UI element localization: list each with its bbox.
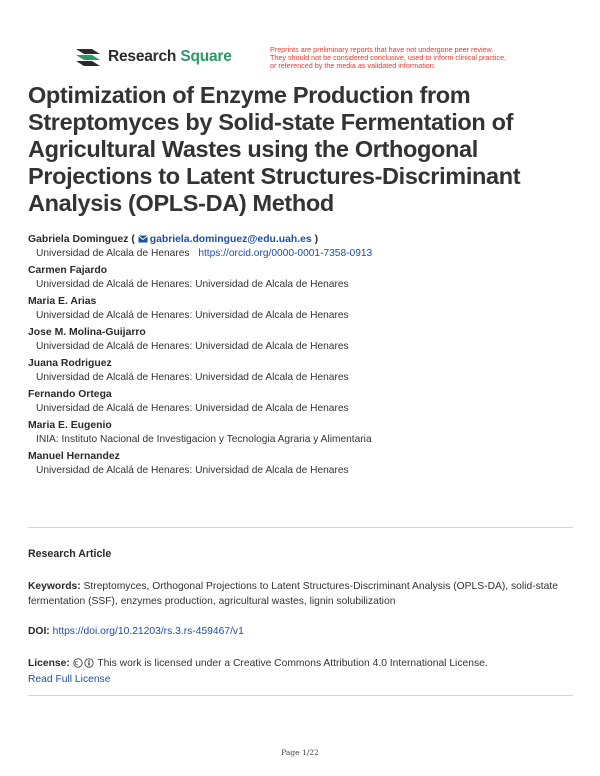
email-link[interactable]: gabriela.dominguez@edu.uah.es bbox=[149, 234, 312, 245]
orcid-link[interactable]: https://orcid.org/0000-0001-7358-0913 bbox=[198, 248, 373, 259]
read-full-license-link[interactable]: Read Full License bbox=[28, 674, 111, 685]
author-entry bbox=[28, 357, 573, 385]
author-affiliation: Universidad de Alcalá de Henares: Universidad de Alcala de Henares bbox=[36, 341, 349, 352]
notice-line: or referenced by the media as validated information. bbox=[270, 61, 436, 71]
author-entry bbox=[28, 264, 573, 292]
author-entry bbox=[28, 450, 573, 478]
doi bbox=[28, 626, 244, 637]
author-affiliation: Universidad de Alcalá de Henares: Universidad de Alcala de Henares bbox=[36, 279, 349, 290]
research-square-logo[interactable] bbox=[74, 46, 232, 68]
keywords-label: Keywords: bbox=[28, 581, 81, 592]
author-entry bbox=[28, 419, 573, 447]
author-name: Maria E. Arias bbox=[28, 296, 97, 307]
preprint-notice bbox=[270, 46, 570, 71]
divider bbox=[28, 527, 573, 528]
author-entry bbox=[28, 326, 573, 354]
envelope-icon bbox=[138, 235, 148, 243]
author-name: Gabriela Dominguez ( gabriela.dominguez@edu.uah.es ) bbox=[28, 234, 319, 245]
license bbox=[28, 656, 573, 688]
author-entry bbox=[28, 388, 573, 416]
author-affiliation: Universidad de Alcalá de Henares: Universidad de Alcala de Henares bbox=[36, 403, 349, 414]
author-affiliation: Universidad de Alcala de Henares https://orcid.org/0000-0001-7358-0913 bbox=[36, 248, 373, 259]
doi-link[interactable]: https://doi.org/10.21203/rs.3.rs-459467/v1 bbox=[52, 626, 244, 637]
author-affiliation: Universidad de Alcalá de Henares: Universidad de Alcala de Henares bbox=[36, 465, 349, 476]
author-affiliation: INIA: Instituto Nacional de Investigacion y Tecnologia Agraria y Alimentaria bbox=[36, 434, 372, 445]
page-number: Page 1/22 bbox=[281, 748, 319, 757]
license-text: This work is licensed under a Creative Commons Attribution 4.0 International License. bbox=[97, 658, 488, 669]
author-affiliation: Universidad de Alcalá de Henares: Universidad de Alcala de Henares bbox=[36, 372, 349, 383]
keywords-text: Streptomyces, Orthogonal Projections to Latent Structures-Discriminant Analysis (OPLS-DA), solid-state fermentation (SSF), enzymes production, agricultural wastes, lignin solubilization bbox=[28, 581, 558, 607]
author-name: Jose M. Molina-Guijarro bbox=[28, 327, 146, 338]
research-square-logo-icon bbox=[74, 46, 102, 68]
divider bbox=[28, 695, 573, 696]
doi-label: DOI: bbox=[28, 626, 50, 637]
author-entry bbox=[28, 295, 573, 323]
author-name: Manuel Hernandez bbox=[28, 451, 120, 462]
author-entry bbox=[28, 233, 573, 261]
author-name: Fernando Ortega bbox=[28, 389, 112, 400]
author-name: Juana Rodriguez bbox=[28, 358, 112, 369]
author-name: Carmen Fajardo bbox=[28, 265, 108, 276]
author-name: Maria E. Eugenio bbox=[28, 420, 112, 431]
author-list bbox=[28, 233, 573, 481]
creative-commons-icon bbox=[73, 658, 95, 668]
article-type: Research Article bbox=[28, 548, 112, 560]
header bbox=[74, 46, 574, 76]
author-affiliation: Universidad de Alcalá de Henares: Universidad de Alcala de Henares bbox=[36, 310, 349, 321]
notice-line: They should not be considered conclusive, used to inform clinical practice, bbox=[270, 53, 507, 63]
paper-title: Optimization of Enzyme Production from Streptomyces by Solid-state Fermentation of Agricultural Wastes using the Orthogonal Projections to Latent Structures-Discriminant Analysis (OPLS-DA) Method bbox=[28, 82, 521, 216]
notice-line: Preprints are preliminary reports that have not undergone peer review. bbox=[270, 45, 494, 54]
logo-text: Research Square bbox=[108, 48, 232, 65]
license-label: License: bbox=[28, 658, 70, 669]
keywords bbox=[28, 579, 573, 609]
